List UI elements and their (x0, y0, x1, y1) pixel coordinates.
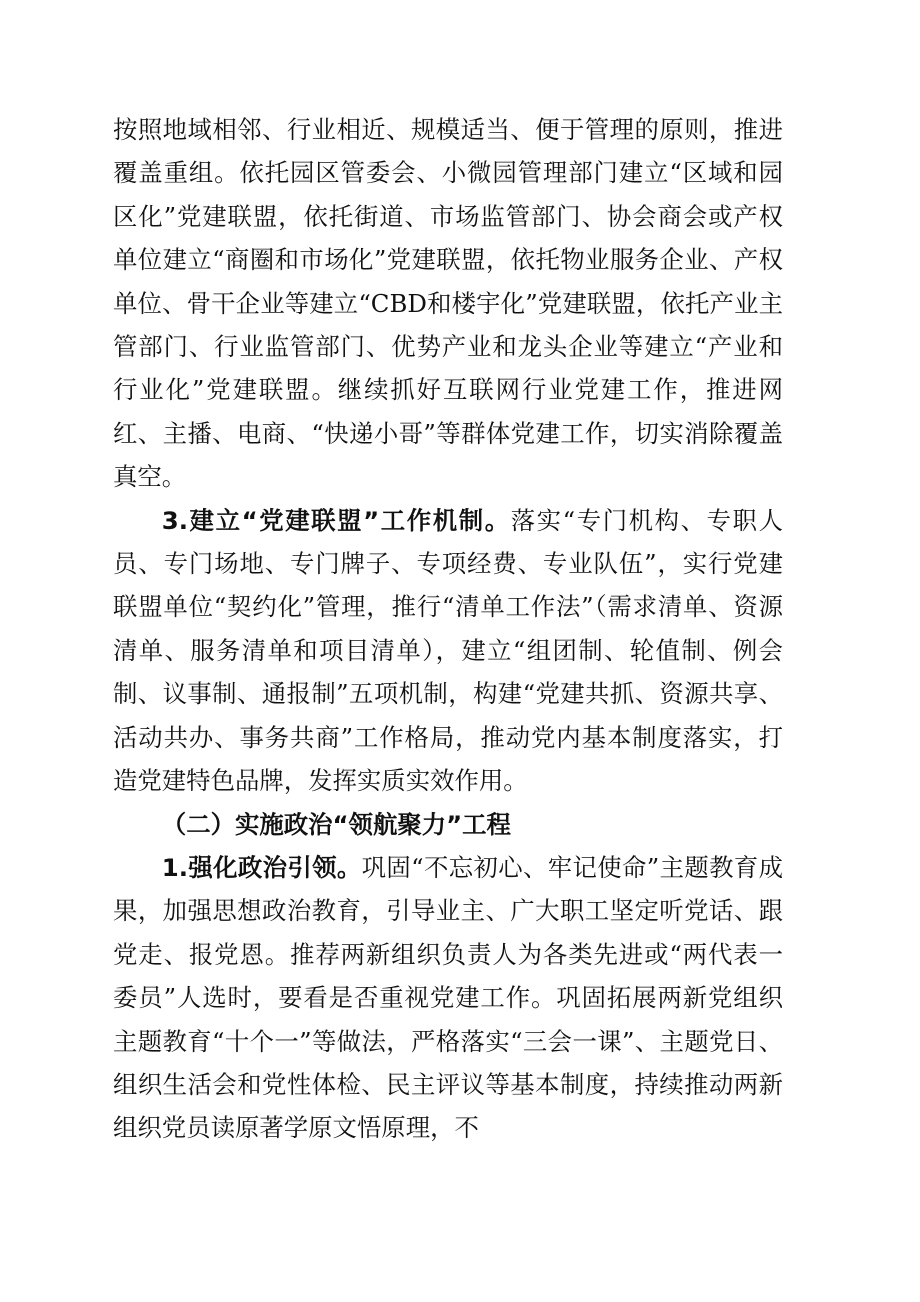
paragraph-item-1 (113, 846, 783, 1150)
document-body (113, 108, 783, 1150)
item-3-heading: 3.建立“党建联盟”工作机制。 (161, 505, 511, 535)
paragraph-continuation (113, 108, 783, 499)
item-3-body: 落实“专门机构、专职人员、专门场地、专门牌子、专项经费、专业队伍”，实行党建联盟单位“契约化”管理，推行“清单工作法”（需求清单、资源清单、服务清单和项目清单），建立“组团制、轮值制、例会制、议事制、通报制”五项机制，构建“党建共抓、资源共享、活动共办、事务共商”工作格局，推动党内基本制度落实，打造党建特色品牌，发挥实质实效作用。 (113, 505, 783, 796)
section-2-heading: （二）实施政治“领航聚力”工程 (161, 809, 511, 839)
paragraph-text: 按照地域相邻、行业相近、规模适当、便于管理的原则，推进覆盖重组。依托园区管委会、小微园管理部门建立“区域和园区化”党建联盟，依托街道、市场监管部门、协会商会或产权单位建立“商圈和市场化”党建联盟，依托物业服务企业、产权单位、骨干企业等建立“CBD和楼宇化”党建联盟，依托产业主管部门、行业监管部门、优势产业和龙头企业等建立“产业和行业化”党建联盟。继续抓好互联网行业党建工作，推进网红、主播、电商、“快递小哥”等群体党建工作，切实消除覆盖真空。 (113, 115, 783, 492)
item-1-body: 巩固“不忘初心、牢记使命”主题教育成果，加强思想政治教育，引导业主、广大职工坚定听党话、跟党走、报党恩。推荐两新组织负责人为各类先进或“两代表一委员”人选时，要看是否重视党建工作。巩固拓展两新党组织主题教育“十个一”等做法，严格落实“三会一课”、主题党日、组织生活会和党性体检、民主评议等基本制度，持续推动两新组织党员读原著学原文悟原理，不 (113, 852, 783, 1143)
paragraph-item-3 (113, 499, 783, 803)
item-1-heading: 1.强化政治引领。 (161, 852, 362, 882)
